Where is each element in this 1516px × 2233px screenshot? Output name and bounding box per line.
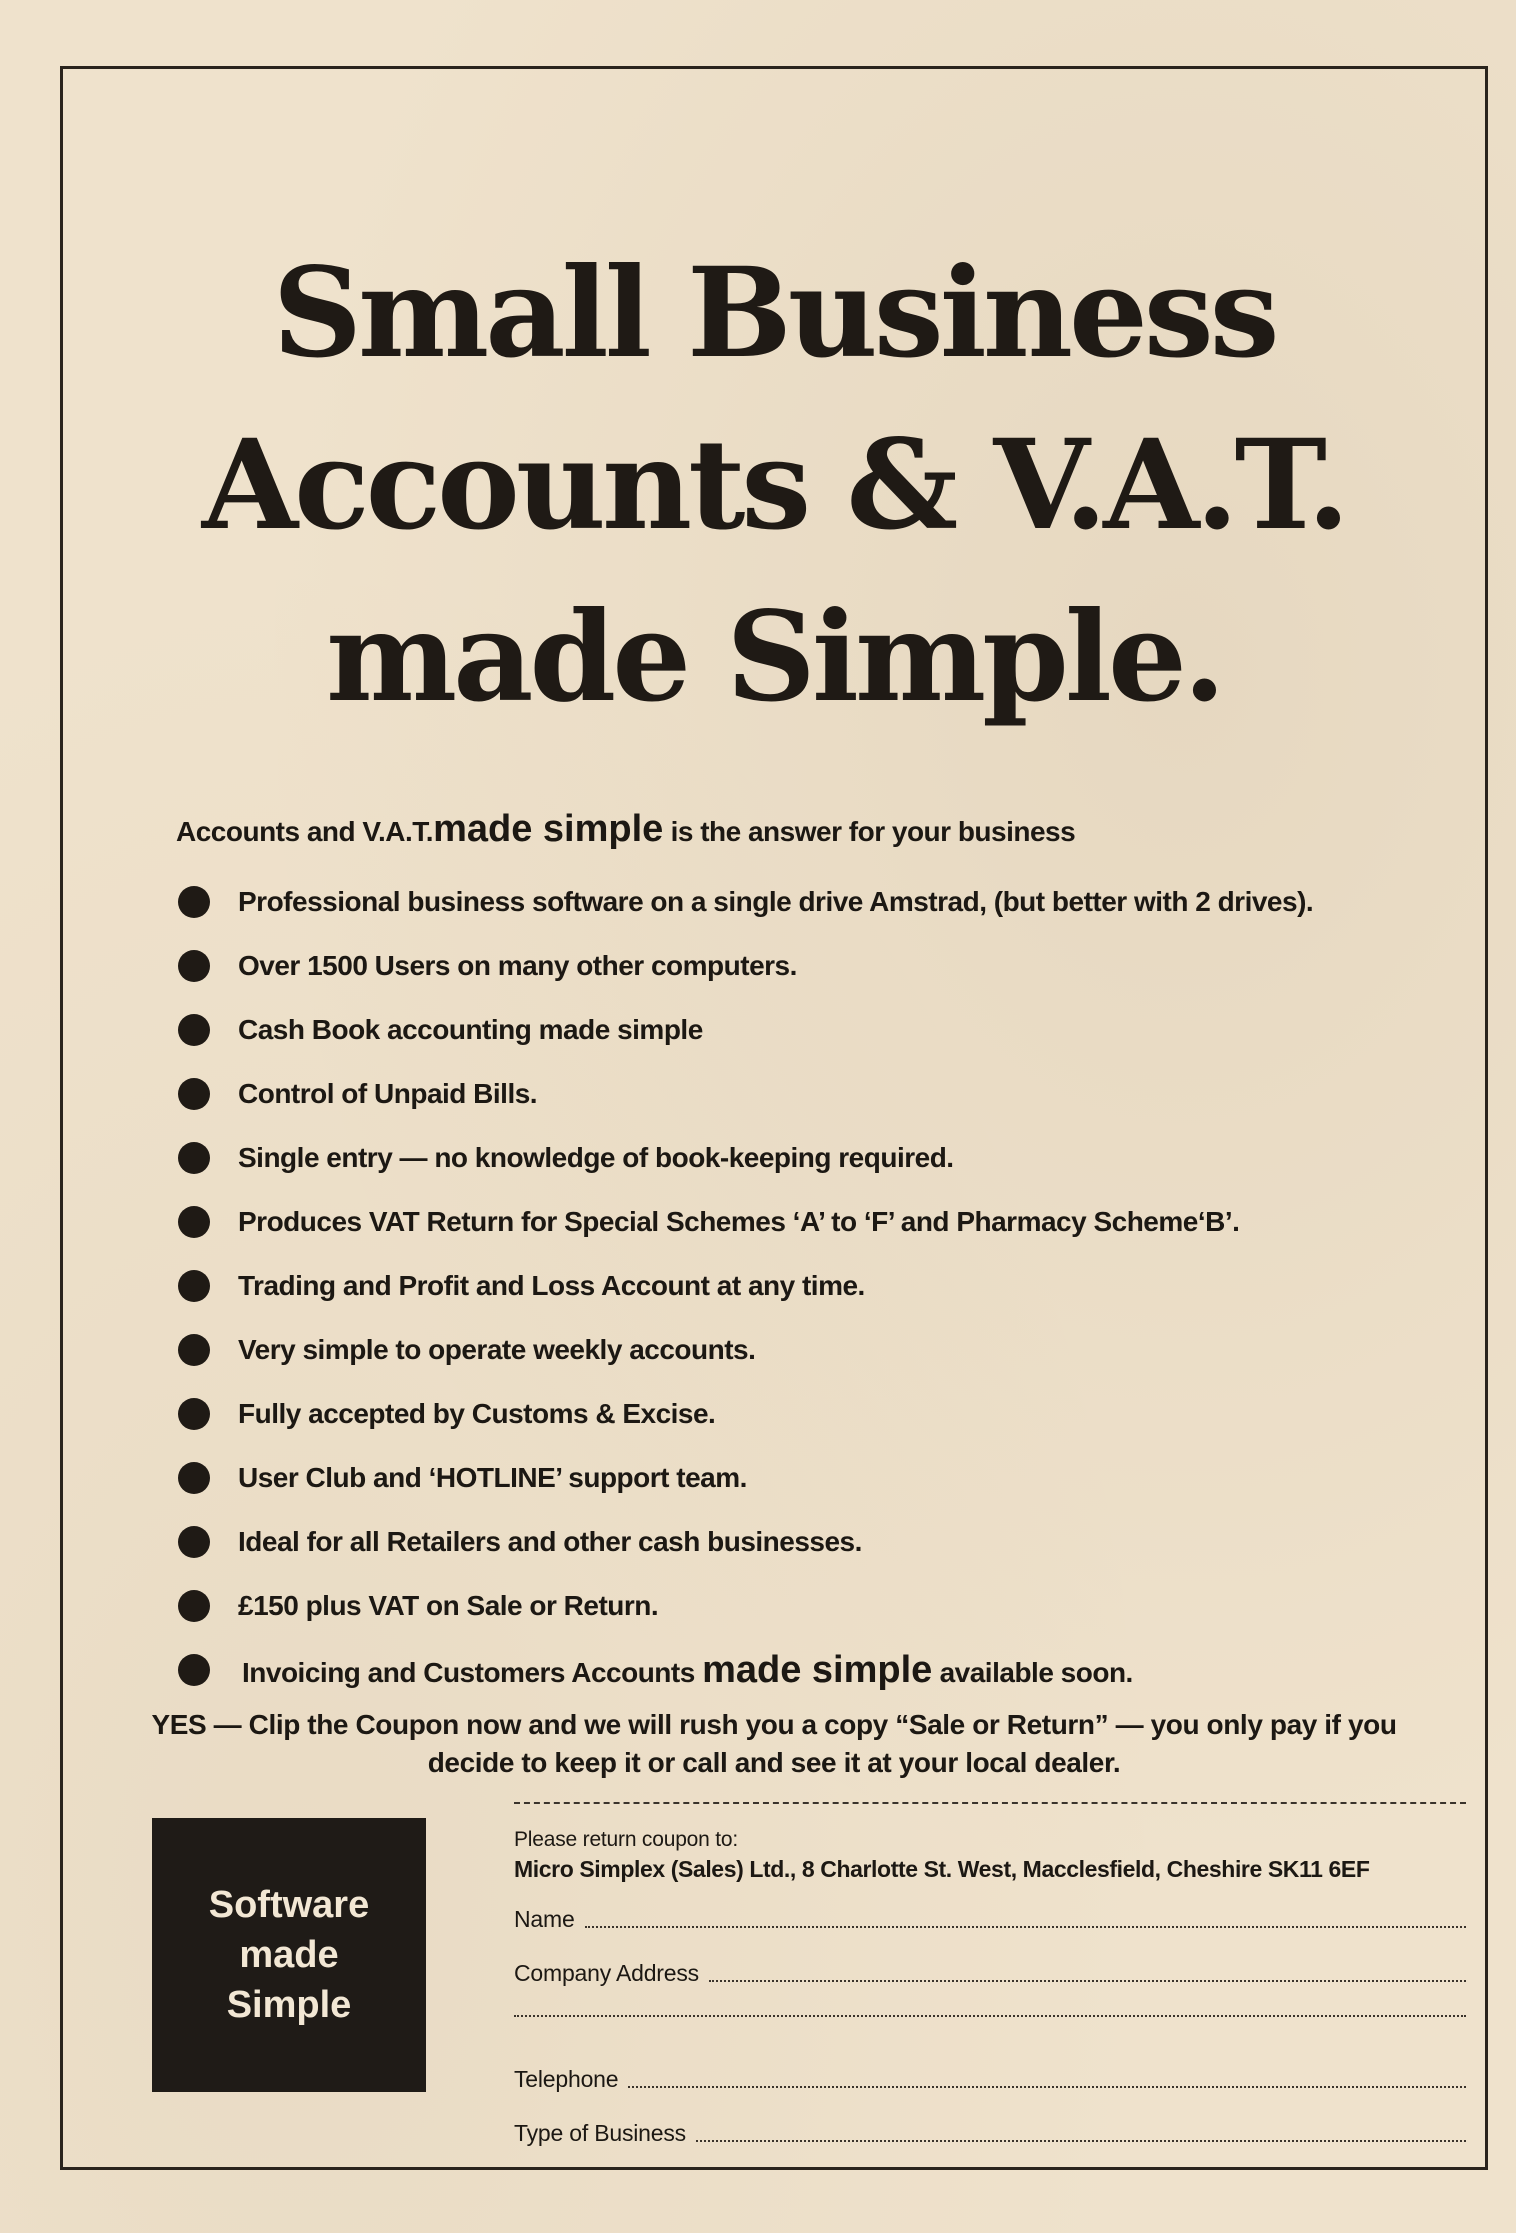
feature-item: [178, 1254, 1313, 1318]
company-address-field[interactable]: [514, 1960, 1466, 1987]
logo-line-1: Software: [208, 1884, 370, 1926]
feature-text: Fully accepted by Customs & Excise.: [238, 1398, 716, 1429]
return-label: Please return coupon to:: [514, 1828, 739, 1851]
feature-text: [242, 1649, 1133, 1692]
headline: [60, 228, 1488, 744]
feature-text: Single entry — no knowledge of book-keeping required.: [238, 1142, 954, 1173]
feature-text: Cash Book accounting made simple: [238, 1014, 703, 1045]
bullet-icon: [178, 1206, 210, 1238]
software-made-simple-logo: [152, 1818, 426, 2092]
bullet-icon: [178, 1014, 210, 1046]
feature-item: [178, 1510, 1313, 1574]
feature-item: [178, 1126, 1313, 1190]
headline-line-1: Small Business: [272, 241, 1276, 386]
bullet-icon: [178, 1462, 210, 1494]
feature-item: [178, 1190, 1313, 1254]
feature-list: [178, 870, 1313, 1702]
feature-text: Produces VAT Return for Special Schemes ‘A’ to ‘F’ and Pharmacy Scheme‘B’.: [238, 1206, 1240, 1237]
bullet-icon: [178, 1526, 210, 1558]
bullet-icon: [178, 1398, 210, 1430]
type-of-business-field[interactable]: [514, 2120, 1466, 2147]
feature-item: [178, 1446, 1313, 1510]
feature-text: Professional business software on a single drive Amstrad, (but better with 2 drives).: [238, 886, 1314, 917]
call-to-action-line-2: decide to keep it or call and see it at your local dealer.: [427, 1747, 1121, 1778]
feature-text: Ideal for all Retailers and other cash businesses.: [238, 1526, 862, 1557]
feature-item: [178, 1382, 1313, 1446]
intro-text-start: Accounts and V.A.T.: [176, 816, 434, 847]
bullet-icon: [178, 1654, 210, 1686]
telephone-field-label: Telephone: [514, 2066, 619, 2092]
last-feature-end: available soon.: [932, 1656, 1133, 1688]
bullet-icon: [178, 1590, 210, 1622]
last-feature-emphasis: made simple: [702, 1648, 933, 1691]
intro-emphasis: made simple: [433, 808, 664, 850]
telephone-field[interactable]: [514, 2066, 1466, 2093]
company-address-field-line[interactable]: [709, 1979, 1466, 1982]
intro-text-end: is the answer for your business: [663, 816, 1076, 847]
bullet-icon: [178, 950, 210, 982]
name-field-line[interactable]: [585, 1925, 1466, 1928]
feature-item: [178, 934, 1313, 998]
feature-text: £150 plus VAT on Sale or Return.: [238, 1590, 659, 1621]
intro-line: [176, 808, 1075, 851]
bullet-icon: [178, 1270, 210, 1302]
last-feature-start: Invoicing and Customers Accounts: [242, 1656, 703, 1688]
coupon: [514, 1802, 1466, 2152]
feature-item: [178, 1318, 1313, 1382]
type-of-business-field-label: Type of Business: [514, 2120, 686, 2146]
company-address-field-line-2[interactable]: [514, 2014, 1466, 2022]
telephone-field-line[interactable]: [628, 2085, 1466, 2088]
feature-text: Control of Unpaid Bills.: [238, 1078, 538, 1109]
bullet-icon: [178, 1078, 210, 1110]
feature-text: Trading and Profit and Loss Account at any time.: [238, 1270, 865, 1301]
feature-item-coming-soon: [178, 1638, 1313, 1702]
feature-text: User Club and ‘HOTLINE’ support team.: [238, 1462, 747, 1493]
call-to-action: [110, 1706, 1438, 1782]
call-to-action-line-1: YES — Clip the Coupon now and we will rush you a copy “Sale or Return” — you only pay if you: [151, 1709, 1397, 1740]
type-of-business-field-line[interactable]: [696, 2139, 1466, 2142]
bullet-icon: [178, 1142, 210, 1174]
logo-line-2: made: [239, 1934, 339, 1976]
feature-item: [178, 1062, 1313, 1126]
feature-item: [178, 998, 1313, 1062]
coupon-cut-line: [514, 1802, 1466, 1804]
logo-line-3: Simple: [226, 1984, 352, 2026]
feature-text: Very simple to operate weekly accounts.: [238, 1334, 756, 1365]
return-address: Micro Simplex (Sales) Ltd., 8 Charlotte St. West, Macclesfield, Cheshire SK11 6EF: [514, 1856, 1370, 1882]
name-field-label: Name: [514, 1906, 575, 1932]
company-address-field-line-extra[interactable]: [514, 2014, 1466, 2017]
bullet-icon: [178, 886, 210, 918]
feature-text: Over 1500 Users on many other computers.: [238, 950, 797, 981]
name-field[interactable]: [514, 1906, 1466, 1933]
bullet-icon: [178, 1334, 210, 1366]
headline-line-3: made Simple.: [325, 585, 1223, 730]
headline-line-2: Accounts & V.A.T.: [201, 413, 1347, 558]
feature-item: [178, 870, 1313, 934]
company-address-field-label: Company Address: [514, 1960, 699, 1986]
feature-item: [178, 1574, 1313, 1638]
